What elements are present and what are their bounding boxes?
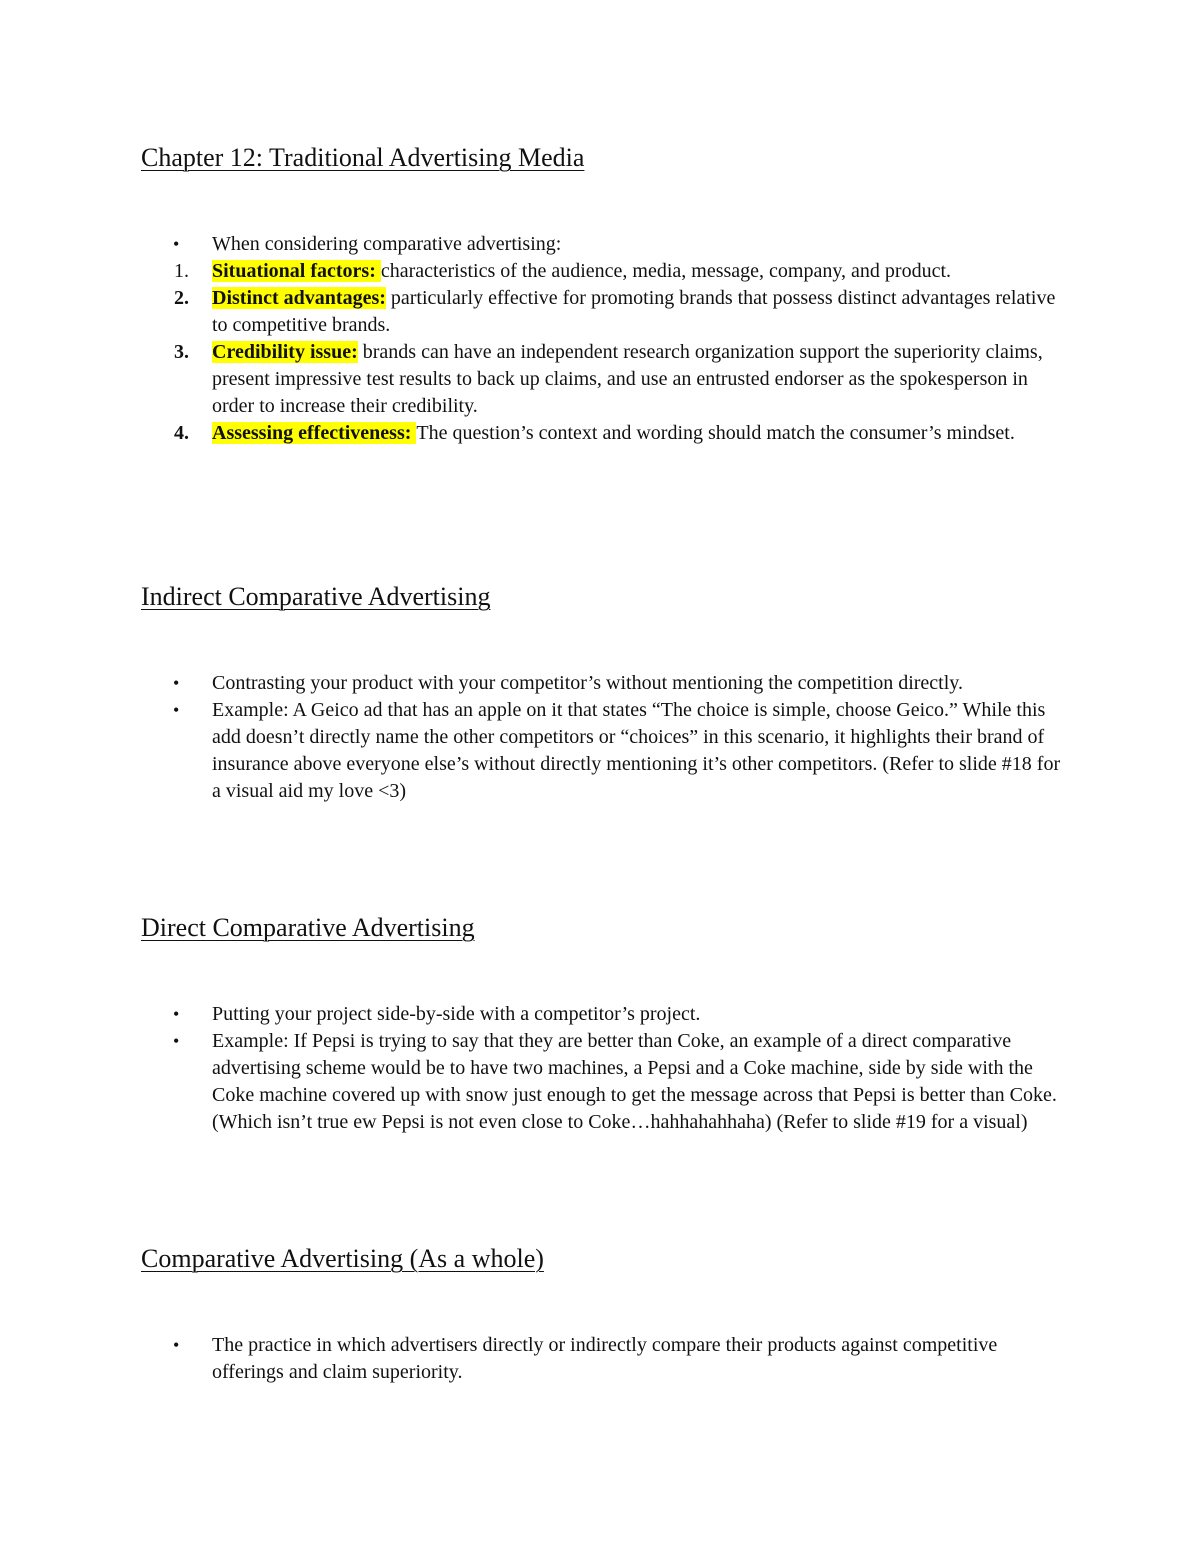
comparative-factors-section bbox=[0, 231, 1200, 447]
highlighted-term: Situational factors: bbox=[212, 260, 381, 282]
highlighted-term: Distinct advantages: bbox=[212, 287, 386, 309]
direct-section bbox=[0, 1001, 1200, 1136]
list-item-factor-3 bbox=[0, 339, 1062, 420]
number-marker: 1. bbox=[174, 260, 189, 282]
bullet-marker: • bbox=[173, 1004, 180, 1024]
list-item-text: Example: A Geico ad that has an apple on it that states “The choice is simple, choose Geico.” While this add doesn’t directly name the other competitors or “choices” in this scenario, it highlights their brand of insurance above everyone else’s without directly mentioning it’s other competitors. (Refer to slide #18 for a visual aid my love <3) bbox=[212, 699, 1061, 802]
direct-heading: Direct Comparative Advertising bbox=[141, 913, 475, 942]
list-item bbox=[0, 670, 1062, 697]
bullet-marker: • bbox=[173, 234, 180, 254]
number-marker: 2. bbox=[174, 287, 189, 309]
indirect-heading: Indirect Comparative Advertising bbox=[141, 582, 491, 611]
list-item bbox=[0, 697, 1062, 805]
highlighted-term: Assessing effectiveness: bbox=[212, 422, 417, 444]
bullet-marker: • bbox=[173, 700, 180, 720]
whole-heading: Comparative Advertising (As a whole) bbox=[141, 1244, 544, 1273]
list-item-text: particularly effective for promoting brands that possess distinct advantages relative to competitive brands. bbox=[212, 287, 1056, 336]
list-item-text: The practice in which advertisers directly or indirectly compare their products against competitive offerings and claim superiority. bbox=[212, 1334, 998, 1383]
number-marker: 4. bbox=[174, 422, 189, 444]
list-item-text: When considering comparative advertising: bbox=[212, 233, 562, 255]
list-item-text: The question’s context and wording should match the consumer’s mindset. bbox=[416, 422, 1015, 444]
list-item-text: characteristics of the audience, media, message, company, and product. bbox=[380, 260, 952, 282]
number-marker: 3. bbox=[174, 341, 189, 363]
bullet-marker: • bbox=[173, 673, 180, 693]
list-item bbox=[0, 1001, 1062, 1028]
list-item bbox=[0, 1028, 1062, 1136]
list-item-text: brands can have an independent research organization support the superiority claims, present impressive test results to back up claims, and use an entrusted endorser as the spokesperson in order to increase their credibility. bbox=[212, 341, 1043, 417]
list-item-intro bbox=[0, 231, 1062, 258]
indirect-section bbox=[0, 670, 1200, 805]
list-item-factor-4 bbox=[0, 420, 1062, 447]
list-item bbox=[0, 1332, 1062, 1386]
whole-section bbox=[0, 1332, 1200, 1386]
bullet-marker: • bbox=[173, 1031, 180, 1051]
list-item-text: Contrasting your product with your competitor’s without mentioning the competition directly. bbox=[212, 672, 963, 694]
list-item-text: Example: If Pepsi is trying to say that they are better than Coke, an example of a direct comparative advertising scheme would be to have two machines, a Pepsi and a Coke machine, side by side with the Coke machine covered up with snow just enough to get the message across that Pepsi is better than Coke. (Which isn’t true ew Pepsi is not even close to Coke…hahhahahhaha) (Refer to slide #19 for a visual) bbox=[212, 1030, 1057, 1133]
chapter-heading: Chapter 12: Traditional Advertising Media bbox=[141, 143, 585, 172]
list-item-factor-2 bbox=[0, 285, 1062, 339]
list-item-text: Putting your project side-by-side with a competitor’s project. bbox=[212, 1003, 701, 1025]
highlighted-term: Credibility issue: bbox=[212, 341, 358, 363]
bullet-marker: • bbox=[173, 1335, 180, 1355]
list-item-factor-1 bbox=[0, 258, 1062, 285]
